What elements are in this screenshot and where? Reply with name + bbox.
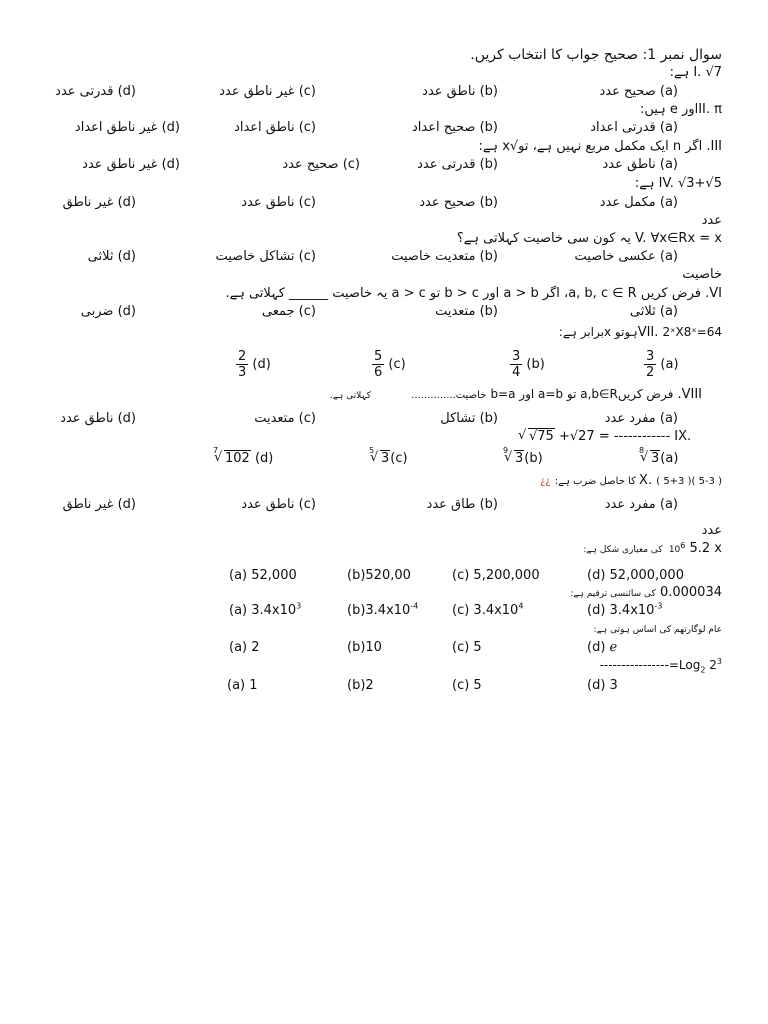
option-a: $\frac{3}{2}$ (a) [646,349,679,380]
option-d: (d) ℯ [587,640,618,655]
option-c: (c) صحیح عدد [282,157,360,172]
fraction: $\frac{2}{3}$ [238,349,247,380]
option-d: (d) 52,000,000 [587,568,684,583]
question-10 [540,474,722,487]
question-number: VII. [637,325,659,340]
question-11: کی معیاری شکل ہے: $10^6$ 5.2 x [583,541,722,556]
option-d: (d) غیر ناطق [62,195,136,210]
question-number-expr: 0.000034 [659,585,722,600]
option-d: $\frac{2}{3}$ (d) [238,349,271,380]
options-row-6 [0,305,768,321]
question-prompt: اگر n ایک مکمل مربع نہیں ہے، تو√x ہے: [478,139,703,154]
error-mark: ¿¿ [539,476,551,487]
question-prompt: +√27 = ------------ [558,429,671,444]
question-prompt-blank: خاصیت.............. [411,390,487,401]
option-d: (d) ضربی [80,304,136,319]
option-b: (b) تشاکل [440,411,498,426]
option-c: (c) $3.4x10^4$ [452,601,524,618]
question-prompt-end: کہلاتی ہے. [329,391,372,401]
question-prompt: کی سائنسی ترقیم ہے: [570,589,656,599]
option-d: (d) ثلاثی [87,249,136,264]
option-c: (c) جمعی [261,304,316,319]
question-prompt: √7 ہے: [669,65,722,80]
option-b: (b) طاق عدد [426,497,498,512]
option-c: $\frac{5}{6}$ (c) [374,349,406,380]
option-a: (a) ناطق عدد [602,157,678,172]
option-a: √ 8 3(a) [640,452,678,465]
option-d: (d) غیر ناطق [62,497,136,512]
question-prompt: 2ˣX8ˣ=64ہوتو xبرابر ہے: [558,325,722,339]
option-b: (b) ناطق عدد [422,84,498,99]
question-number: II. [698,102,711,117]
option-c: (c) 5 [452,640,482,655]
option-b: (b) صحیح اعداد [411,120,498,135]
radical: √ 9 3 [504,452,524,465]
fraction: $\frac{3}{4}$ [512,349,521,380]
question-3 [478,140,722,153]
option-d: √ 7 102 (d) [214,452,273,465]
option-wrap: عدد [701,523,722,538]
question-prompt: πاور e ہیں: [639,102,722,117]
options-row-5 [0,250,768,266]
question-9 [518,430,691,443]
radical: √ 8 3 [640,452,660,465]
question-number: VIII. [677,387,702,402]
option-b: (b) قدرتی عدد [417,157,498,172]
question-prompt: فرض کریں a, b, c ∈ R، اگر a > b اور b > c تو a > c یہ خاصیت ______ کہلاتی ہے. [225,286,701,301]
question-prompt: ( 5+3 )( 5-3 ) کا حاصل ضرب ہے: [554,476,722,487]
question-number-expr: 5.2 x [689,541,722,556]
question-7 [559,326,722,339]
option-b: $\frac{3}{4}$ (b) [512,349,545,380]
option-b: (b) متعدیت خاصیت [391,249,498,264]
radical: √ 5 3 [370,452,390,465]
option-wrap: خاصیت [682,267,722,282]
question-5 [457,232,722,245]
option-d: (d) غیر ناطق اعداد [74,120,180,135]
options-row-2 [0,121,768,137]
question-14: ----------------=Log$_2$ $2^3$ [599,657,722,675]
question-number: V. [635,231,647,246]
radical: √ √75 [518,430,555,443]
option-c: (c) غیر ناطق عدد [219,84,316,99]
radical: √ 7 102 [214,452,251,465]
option-a: (a) $3.4x10^3$ [229,601,302,618]
option-d: (d) قدرتی عدد [55,84,136,99]
option-a: (a) 52,000 [229,568,297,583]
question-number: IV. [658,176,674,191]
options-row-7 [0,350,768,384]
options-row-3 [0,158,768,174]
question-6 [225,287,722,300]
options-row-1 [0,85,768,101]
option-b: (b)10 [347,640,382,655]
option-c: (c) تشاکل خاصیت [215,249,316,264]
question-prompt: عام لوگارتھم کی اساس ہوتی ہے: [593,625,722,635]
question-number: X. [639,473,653,488]
option-c: (c) ناطق اعداد [234,120,316,135]
fraction: $\frac{3}{2}$ [646,349,655,380]
question-13 [594,626,722,635]
option-c: (c) متعدیت [254,411,316,426]
question-prompt: فرض کریںa,b∈R تو a=b اور b=a [490,387,674,401]
options-row-13 [0,641,768,657]
option-a: (a) قدرتی اعداد [590,120,678,135]
options-row-14 [0,679,768,695]
options-row-12 [0,601,768,620]
question-prompt: ∀x∈Rx = x یہ کون سی خاصیت کہلاتی ہے؟ [456,231,722,246]
question-prompt: کی معیاری شکل ہے: [583,545,663,555]
options-row-10 [0,498,768,514]
option-b: (b) متعدیت [435,304,498,319]
option-c: (c) 5 [452,678,482,693]
option-b: (b)2 [347,678,374,693]
fraction: $\frac{5}{6}$ [374,349,383,380]
question-number: VI. [705,286,722,301]
question-prompt: √3+√5 ہے: [634,176,722,191]
option-d: (d) ناطق عدد [60,411,136,426]
option-a: (a) مفرد عدد [604,497,678,512]
question-number: III. [706,139,722,154]
option-a: (a) مکمل عدد [599,195,678,210]
option-d: (d) $3.4x10^{-3}$ [587,601,663,618]
question-number: IX. [674,429,692,444]
option-wrap: عدد [701,213,722,228]
option-c: (c) ناطق عدد [241,497,316,512]
euler-e-icon: ℯ [609,640,618,655]
options-row-11 [0,569,768,585]
options-row-4 [0,196,768,212]
question-1 [670,66,722,79]
option-a: (a) 2 [229,640,260,655]
option-a: (a) ثلاثی [629,304,678,319]
option-a: (a) مفرد عدد [604,411,678,426]
options-row-9 [0,446,768,468]
option-d: (d) غیر ناطق عدد [82,157,180,172]
option-a: (a) 1 [227,678,258,693]
question-2 [640,103,722,116]
question-4 [635,177,722,190]
option-c: (c) 5,200,000 [452,568,540,583]
option-b: (b)520,00 [347,568,411,583]
question-8 [330,388,702,401]
options-row-8 [0,412,768,428]
option-a: (a) صحیح عدد [599,84,678,99]
option-b: √ 9 3(b) [504,452,543,465]
option-d: (d) 3 [587,678,618,693]
question-12 [570,586,722,599]
question-number: I. [693,65,702,80]
option-b: $(b)3.4x10^{-4}$ [347,601,419,618]
option-b: (b) صحیح عدد [419,195,498,210]
option-c: √ 5 3(c) [370,452,408,465]
section-heading: سوال نمبر 1: صحیح جواب کا انتخاب کریں. [470,47,722,63]
option-c: (c) ناطق عدد [241,195,316,210]
option-a: (a) عکسی خاصیت [574,249,678,264]
question-prompt: ----------------=Log [599,658,701,672]
